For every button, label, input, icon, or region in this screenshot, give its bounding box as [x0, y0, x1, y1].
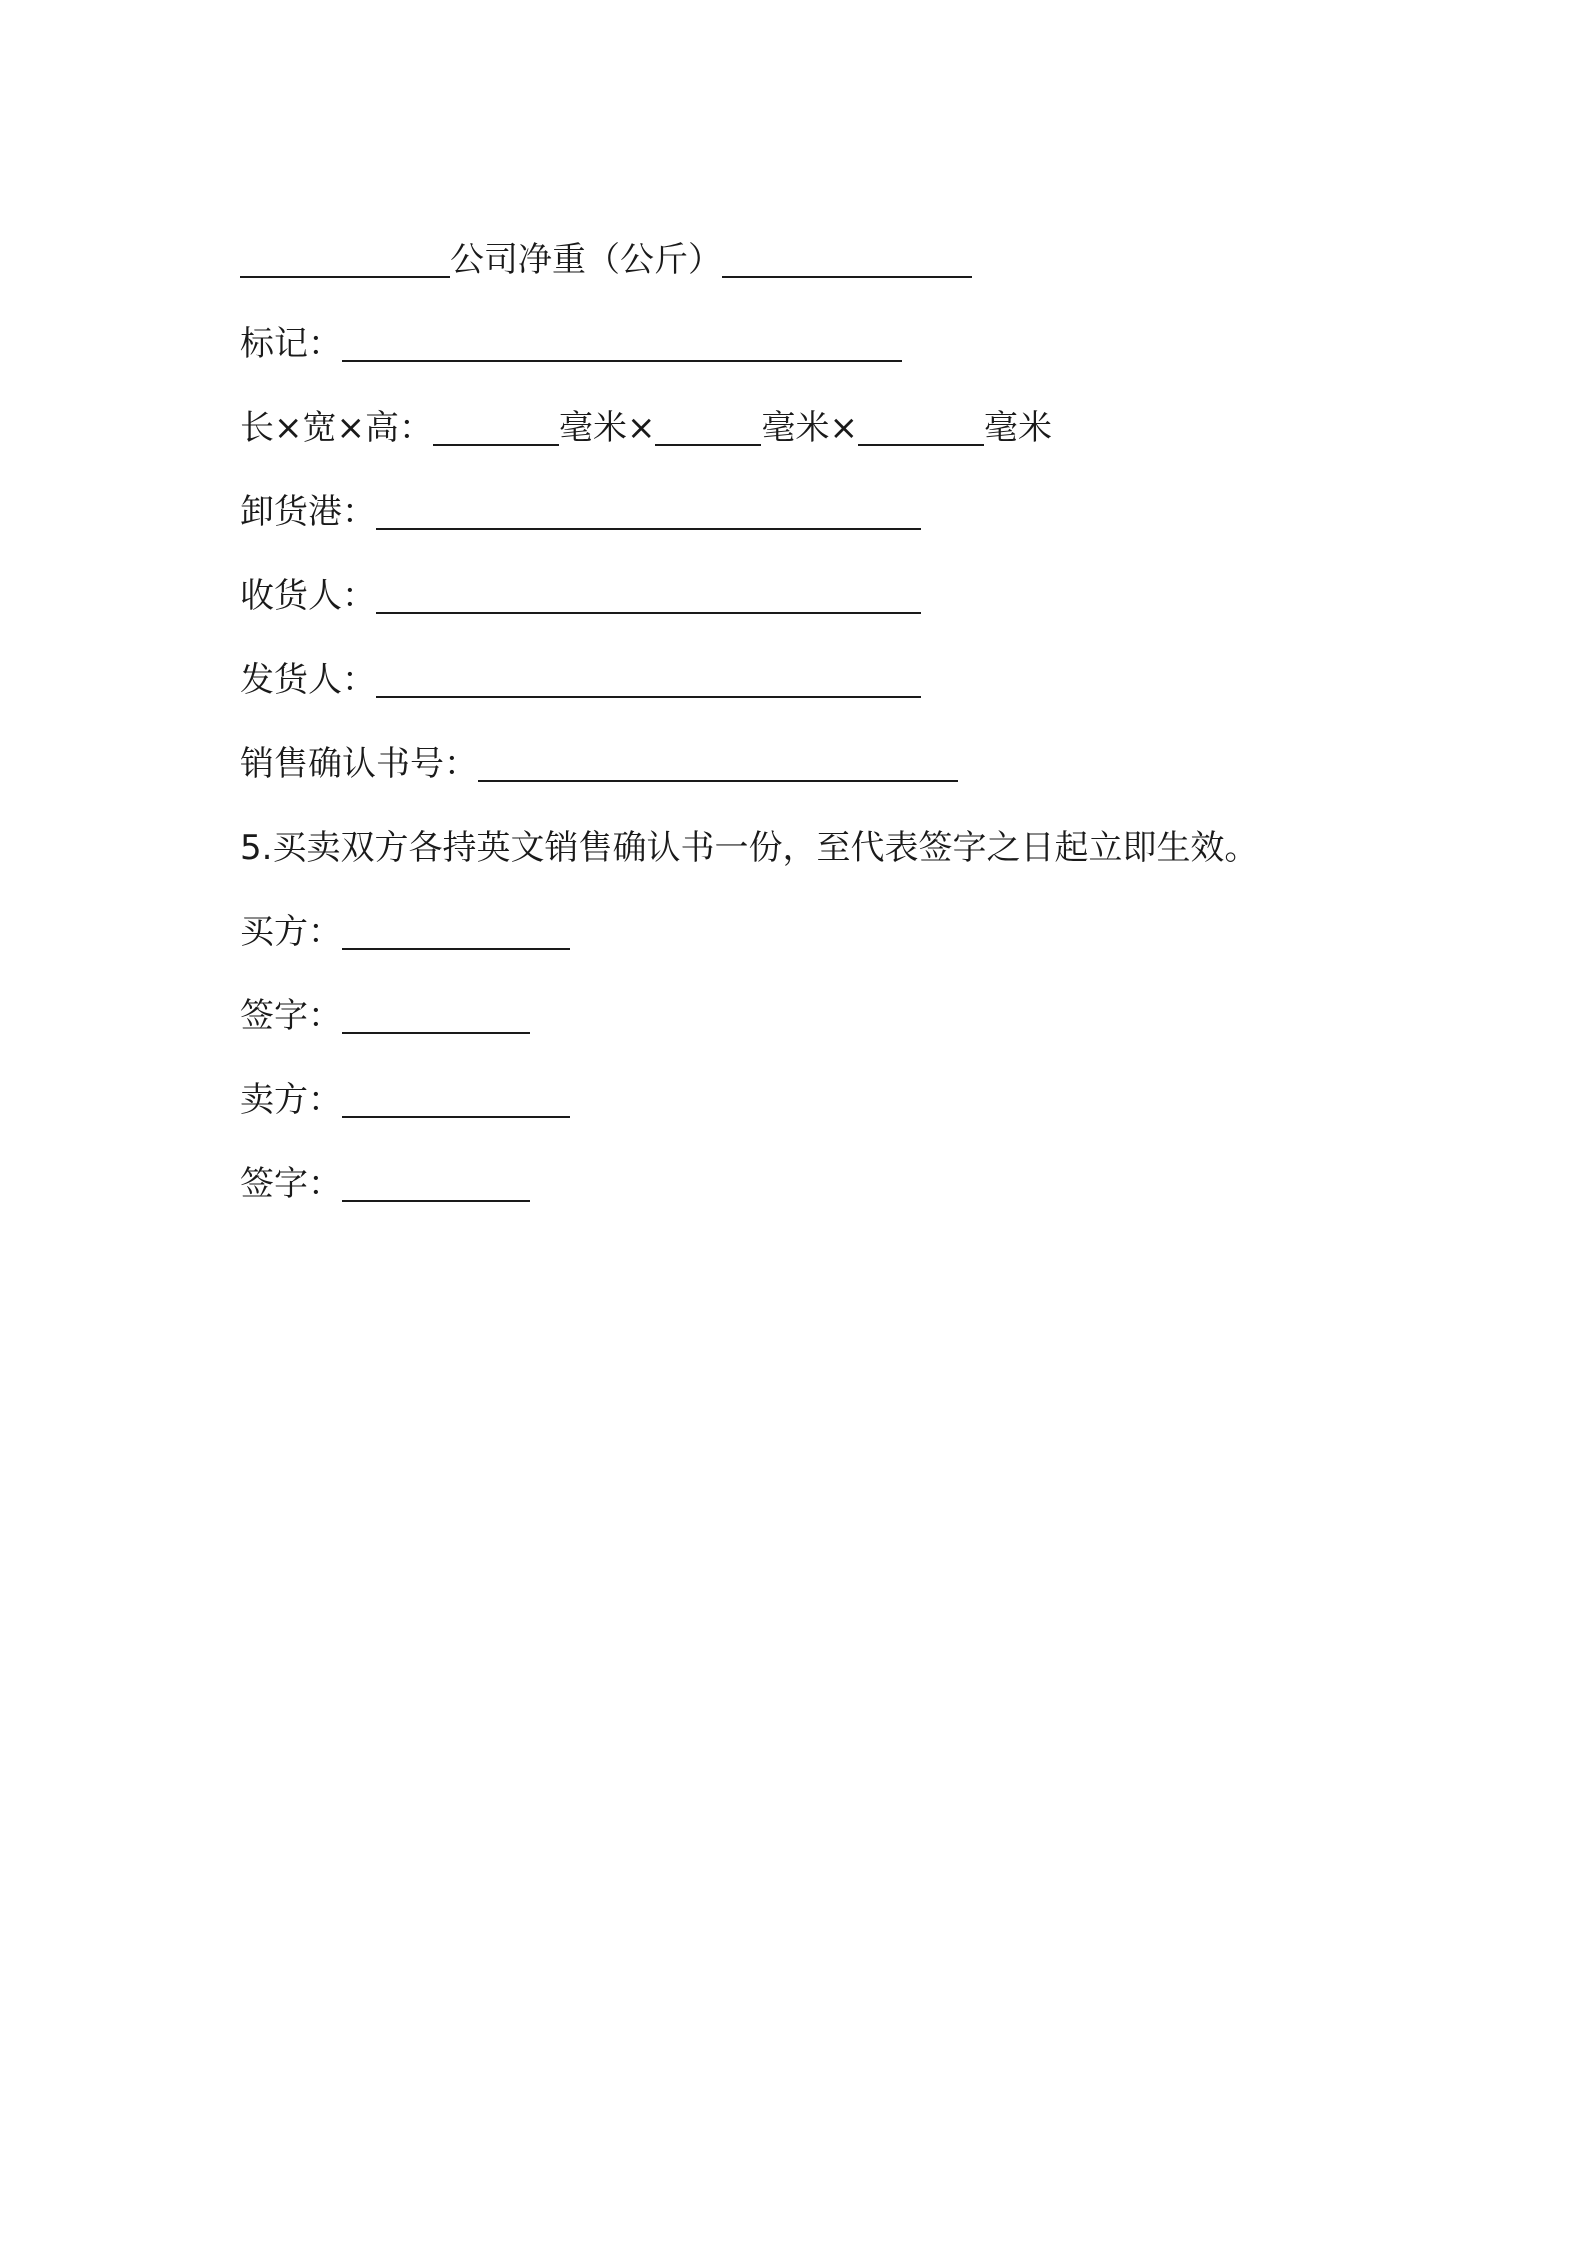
seller-signature-label: 签字： [240, 1164, 342, 1204]
shipper-blank[interactable] [376, 658, 921, 698]
consignee-label: 收货人： [240, 576, 376, 616]
buyer-blank[interactable] [342, 910, 570, 950]
company-name-blank[interactable] [240, 238, 450, 278]
seller-label: 卖方： [240, 1080, 342, 1120]
seller-blank[interactable] [342, 1078, 570, 1118]
marks-label: 标记： [240, 324, 342, 364]
clause-5-text: 5.买卖双方各持英文销售确认书一份，至代表签字之日起立即生效。 [240, 828, 1259, 868]
discharge-port-line [240, 448, 1390, 532]
buyer-signature-line [240, 952, 1390, 1036]
consignee-blank[interactable] [376, 574, 921, 614]
marks-blank[interactable] [342, 322, 902, 362]
consignee-line [240, 532, 1390, 616]
clause-5-line [240, 784, 1390, 868]
sales-confirmation-no-line [240, 700, 1390, 784]
buyer-signature-blank[interactable] [342, 994, 530, 1034]
buyer-label: 买方： [240, 912, 342, 952]
shipper-label: 发货人： [240, 660, 376, 700]
seller-line [240, 1036, 1390, 1120]
seller-signature-line [240, 1120, 1390, 1204]
sales-confirmation-no-blank[interactable] [478, 742, 958, 782]
sales-confirmation-no-label: 销售确认书号： [240, 744, 478, 784]
width-blank[interactable] [655, 406, 761, 446]
net-weight-label: 公司净重（公斤） [450, 240, 722, 280]
discharge-port-blank[interactable] [376, 490, 921, 530]
buyer-signature-label: 签字： [240, 996, 342, 1036]
document-body [240, 196, 1390, 1204]
marks-line [240, 280, 1390, 364]
shipper-line [240, 616, 1390, 700]
dimensions-unit-3: 毫米 [983, 408, 1052, 448]
net-weight-line [240, 196, 1390, 280]
seller-signature-blank[interactable] [342, 1162, 530, 1202]
height-blank[interactable] [858, 406, 984, 446]
dimensions-line [240, 364, 1390, 448]
dimensions-unit-2: 毫米× [761, 408, 858, 448]
buyer-line [240, 868, 1390, 952]
discharge-port-label: 卸货港： [240, 492, 376, 532]
dimensions-unit-1: 毫米× [558, 408, 656, 448]
length-blank[interactable] [433, 406, 559, 446]
dimensions-label: 长×宽×高： [240, 408, 433, 448]
net-weight-blank[interactable] [722, 238, 972, 278]
